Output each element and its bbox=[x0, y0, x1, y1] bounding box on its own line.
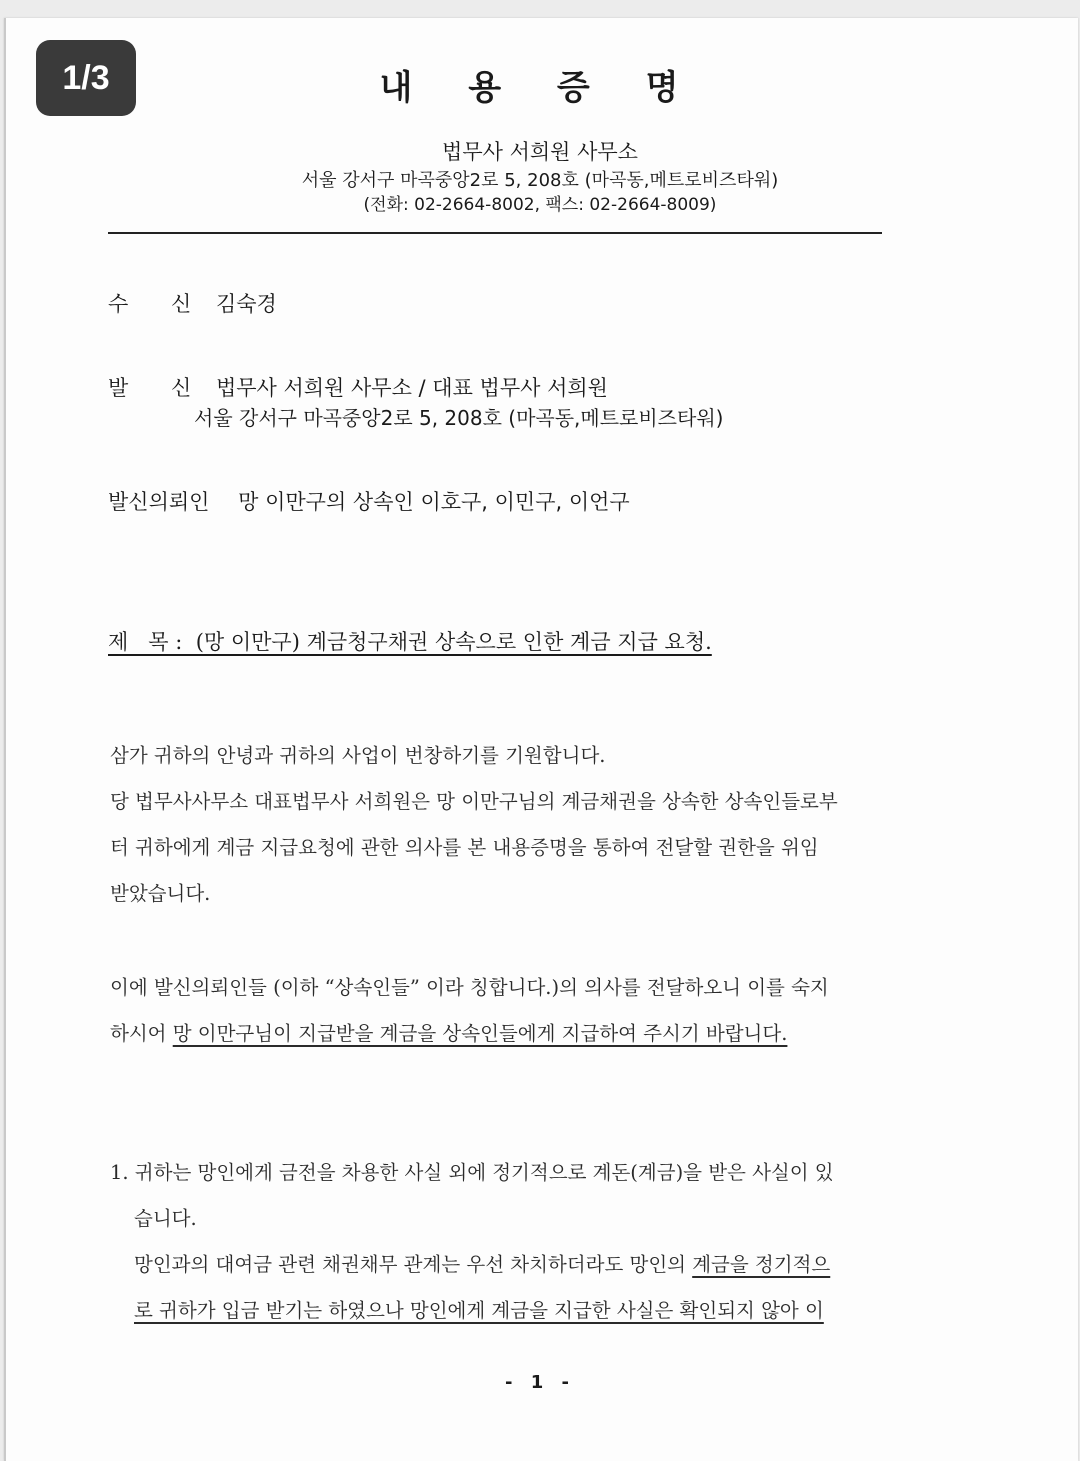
sender-label: 발 신 bbox=[108, 376, 210, 400]
client-names: 망 이만구의 상속인 이호구, 이민구, 이언구 bbox=[238, 490, 630, 514]
item-underlined: 로 귀하가 입금 받기는 하였으나 망인에게 계금을 지급한 사실은 확인되지 않아 이 bbox=[134, 1299, 824, 1322]
paragraph-line bbox=[110, 1011, 980, 1057]
recipient-label: 수 신 bbox=[108, 292, 210, 316]
page-indicator-text: 1/3 bbox=[62, 58, 110, 97]
sender-row bbox=[108, 372, 608, 402]
item-line: 1. 귀하는 망인에게 금전을 차용한 사실 외에 정기적으로 계돈(계금)을 받은 사실이 있 bbox=[110, 1161, 834, 1184]
sender-name: 법무사 서희원 사무소 / 대표 법무사 서희원 bbox=[215, 376, 608, 400]
page-indicator-badge bbox=[36, 40, 136, 116]
paragraph-line: 받았습니다. bbox=[110, 882, 211, 905]
paragraph-line: 이에 발신의뢰인들 (이하 “상속인들” 이라 칭합니다.)의 의사를 전달하오니 이를 숙지 bbox=[110, 976, 829, 999]
recipient-name: 김숙경 bbox=[215, 292, 277, 316]
subject-line: 제 목 : (망 이만구) 계금청구채권 상속으로 인한 계금 지급 요청. bbox=[108, 630, 712, 654]
paragraph-line: 터 귀하에게 계금 지급요청에 관한 의사를 본 내용증명을 통하여 전달할 권한을 위임 bbox=[110, 836, 819, 859]
item-line bbox=[110, 1242, 980, 1288]
recipient-row bbox=[108, 288, 277, 318]
item-line bbox=[110, 1288, 980, 1334]
office-contact: (전화: 02-2664-8002, 팩스: 02-2664-8009) bbox=[363, 195, 717, 215]
request-paragraph bbox=[110, 965, 980, 1057]
item-underlined: 계금을 정기적으 bbox=[692, 1253, 831, 1276]
client-row bbox=[108, 486, 630, 516]
paragraph-line: 삼가 귀하의 안녕과 귀하의 사업이 번창하기를 기원합니다. bbox=[110, 744, 606, 767]
item-line: 습니다. bbox=[134, 1207, 197, 1230]
paragraph-line: 당 법무사사무소 대표법무사 서희원은 망 이만구님의 계금채권을 상속한 상속인들로부 bbox=[110, 790, 838, 813]
office-name: 법무사 서희원 사무소 bbox=[442, 140, 638, 164]
sender-address: 서울 강서구 마곡중앙2로 5, 208호 (마곡동,메트로비즈타워) bbox=[194, 406, 724, 430]
office-address: 서울 강서구 마곡중앙2로 5, 208호 (마곡동,메트로비즈타워) bbox=[301, 170, 779, 191]
item-prefix: 망인과의 대여금 관련 채권채무 관계는 우선 차치하더라도 망인의 bbox=[134, 1253, 693, 1276]
page-number: - 1 - bbox=[505, 1372, 575, 1393]
header-divider bbox=[108, 232, 882, 234]
item-1 bbox=[110, 1150, 980, 1334]
request-prefix: 하시어 bbox=[110, 1022, 173, 1045]
request-underlined: 망 이만구님이 지급받을 계금을 상속인들에게 지급하여 주시기 바랍니다. bbox=[172, 1022, 788, 1045]
intro-paragraph bbox=[110, 733, 980, 917]
client-label: 발신의뢰인 bbox=[108, 490, 210, 514]
document-title: 내 용 증 명 bbox=[379, 68, 701, 108]
